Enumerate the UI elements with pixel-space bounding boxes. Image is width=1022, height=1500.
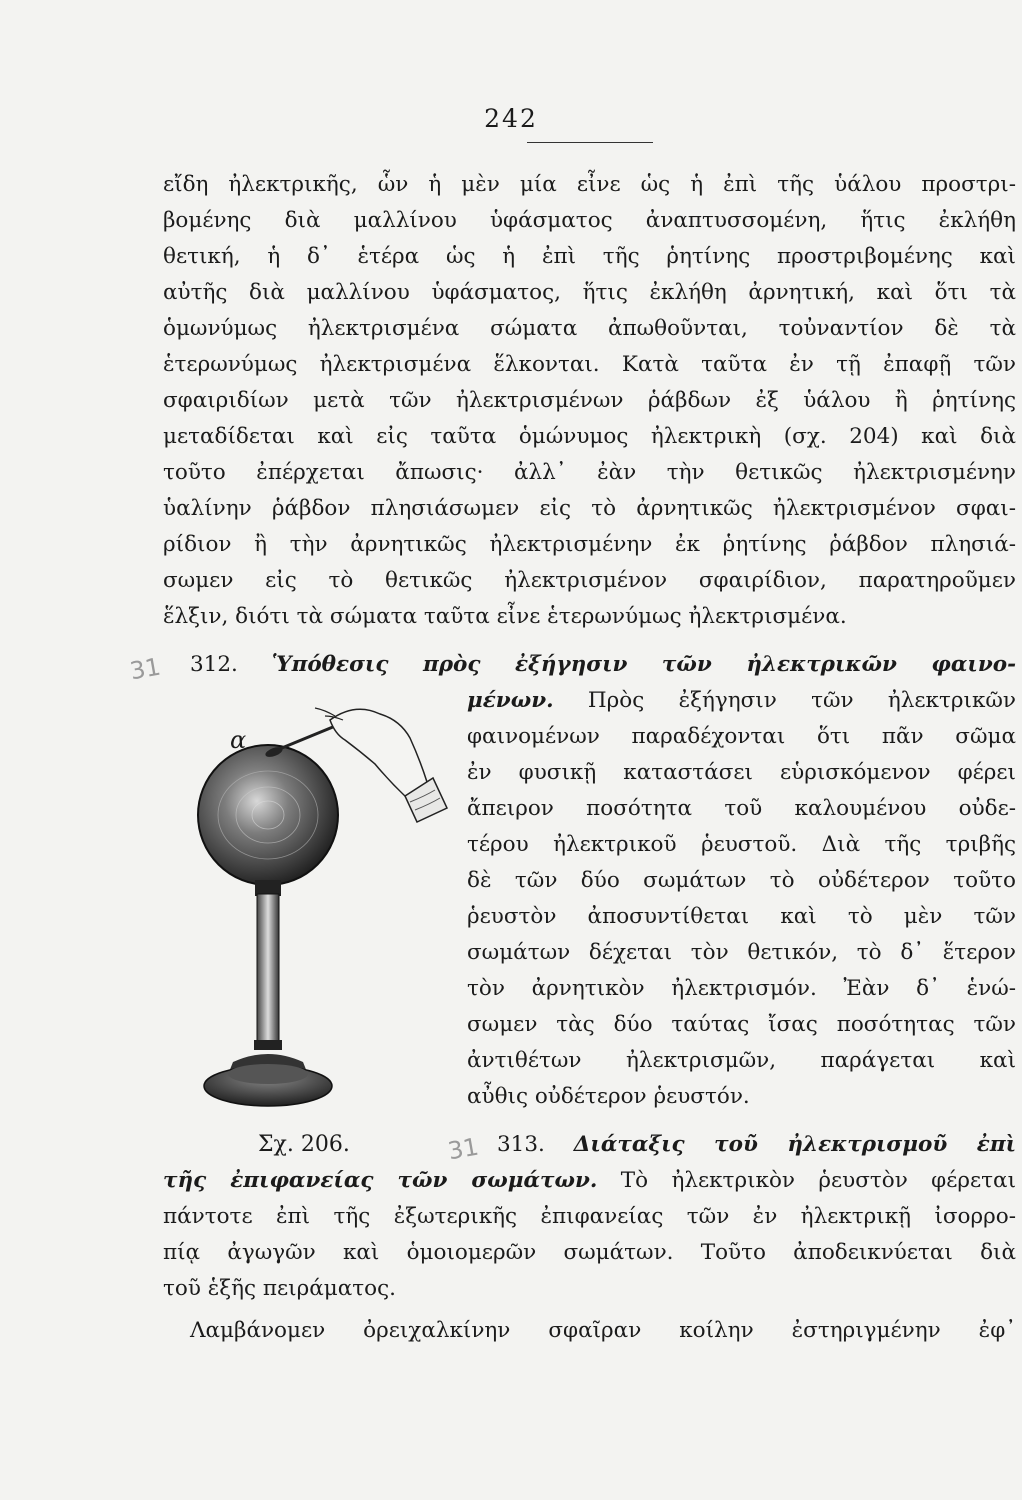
margin-note: 31 [127, 652, 163, 686]
text-line: Λαμβάνομεν ὀρειχαλκίνην σφαῖραν κοίλην ἐστηριγμένην ἐφ᾽ [190, 1318, 1016, 1343]
text-line: ὑαλίνην ῥάβδον πλησιάσωμεν εἰς τὸ ἀρνητικῶς ἠλεκτρισμένον σφαι- [163, 496, 1016, 521]
section-313-heading [497, 1128, 1016, 1162]
text-line: σωμεν τὰς δύο ταύτας ἴσας ποσότητας τῶν [467, 1012, 1016, 1037]
text-line: φαινομένων παραδέχονται ὅτι πᾶν σῶμα [467, 724, 1016, 749]
text-span: Τὸ ἠλεκτρικὸν ῥευστὸν φέρεται [620, 1168, 1016, 1193]
text-span: Πρὸς ἐξήγησιν τῶν ἠλεκτρικῶν [587, 688, 1016, 713]
section-title-cont: τῆς ἐπιφανείας τῶν σωμάτων. [163, 1168, 598, 1193]
text-line: μεταδίδεται καὶ εἰς ταῦτα ὁμώνυμος ἠλεκτρικὴ (σχ. 204) καὶ διὰ [163, 424, 1016, 449]
text-line: θετική, ἡ δ᾽ ἑτέρα ὡς ἡ ἐπὶ τῆς ῥητίνης προστριβομένης καὶ [163, 244, 1016, 269]
header-rule [527, 142, 653, 143]
figure-label: α [230, 726, 247, 754]
text-line: δὲ τῶν δύο σωμάτων τὸ οὐδέτερον τοῦτο [467, 868, 1016, 893]
text-line: αὐτῆς διὰ μαλλίνου ὑφάσματος, ἥτις ἐκλήθη ἀρνητική, καὶ ὅτι τὰ [163, 280, 1016, 305]
text-line: σωμεν εἰς τὸ θετικῶς ἠλεκτρισμένον σφαιρίδιον, παρατηροῦμεν [163, 568, 1016, 593]
text-line: σωμάτων δέχεται τὸν θετικόν, τὸ δ᾽ ἕτερον [467, 940, 1016, 965]
section-312-first-line [467, 684, 1016, 718]
text-line: ρίδιον ἢ τὴν ἀρνητικῶς ἠλεκτρισμένην ἐκ ῥητίνης ῥάβδον πλησιά- [163, 532, 1016, 557]
section-number: 312. [190, 652, 238, 677]
section-313-first-line [163, 1164, 1016, 1198]
text-line: τοῦ ἑξῆς πειράματος. [163, 1276, 396, 1301]
section-title-cont: μένων. [467, 688, 554, 713]
section-title: Ὑπόθεσις πρὸς ἐξήγησιν τῶν ἠλεκτρικῶν φαινο- [271, 652, 1016, 677]
text-line: αὖθις οὐδέτερον ῥευστόν. [467, 1084, 750, 1109]
figure-electroscope [185, 690, 455, 1130]
text-line: πίᾳ ἀγωγῶν καὶ ὁμοιομερῶν σωμάτων. Τοῦτο ἀποδεικνύεται διὰ [163, 1240, 1016, 1265]
text-line: τέρου ἠλεκτρικοῦ ῥευστοῦ. Διὰ τῆς τριβῆς [467, 832, 1016, 857]
text-line: βομένης διὰ μαλλίνου ὑφάσματος ἀναπτυσσομένη, ἥτις ἐκλήθη [163, 208, 1016, 233]
text-line: πάντοτε ἐπὶ τῆς ἐξωτερικῆς ἐπιφανείας τῶν ἐν ἠλεκτρικῇ ἰσορρο- [163, 1204, 1016, 1229]
text-line: τοῦτο ἐπέρχεται ἄπωσις· ἀλλ᾽ ἐὰν τὴν θετικῶς ἠλεκτρισμένην [163, 460, 1016, 485]
text-line: ῥευστὸν ἀποσυντίθεται καὶ τὸ μὲν τῶν [467, 904, 1016, 929]
text-line: ἄπειρον ποσότητα τοῦ καλουμένου οὐδε- [467, 796, 1016, 821]
text-line: τὸν ἀρνητικὸν ἠλεκτρισμόν. Ἐὰν δ᾽ ἑνώ- [467, 976, 1016, 1001]
text-line: εἴδη ἠλεκτρικῆς, ὧν ἡ μὲν μία εἶνε ὡς ἡ ἐπὶ τῆς ὑάλου προστρι- [163, 172, 1016, 197]
section-title: Διάταξις τοῦ ἠλεκτρισμοῦ ἐπὶ [573, 1132, 1016, 1157]
text-line: σφαιριδίων μετὰ τῶν ἠλεκτρισμένων ῥάβδων ἐξ ὑάλου ἢ ῥητίνης [163, 388, 1016, 413]
text-line: ὁμωνύμως ἠλεκτρισμένα σώματα ἀπωθοῦνται, τοὐναντίον δὲ τὰ [163, 316, 1016, 341]
text-line: ἀντιθέτων ἠλεκτρισμῶν, παράγεται καὶ [467, 1048, 1016, 1073]
text-line: ἕλξιν, διότι τὰ σώματα ταῦτα εἶνε ἑτερωνύμως ἠλεκτρισμένα. [163, 604, 847, 629]
figure-caption: Σχ. 206. [258, 1132, 350, 1157]
page-number: 242 [484, 104, 538, 133]
text-line: ἑτερωνύμως ἠλεκτρισμένα ἕλκονται. Κατὰ ταῦτα ἐν τῇ ἐπαφῇ τῶν [163, 352, 1016, 377]
margin-note: 31 [445, 1132, 481, 1166]
electroscope-illustration [185, 690, 455, 1130]
section-number: 313. [497, 1132, 545, 1157]
section-312-heading [190, 648, 1016, 682]
text-line: ἐν φυσικῇ καταστάσει εὑρισκόμενον φέρει [467, 760, 1016, 785]
